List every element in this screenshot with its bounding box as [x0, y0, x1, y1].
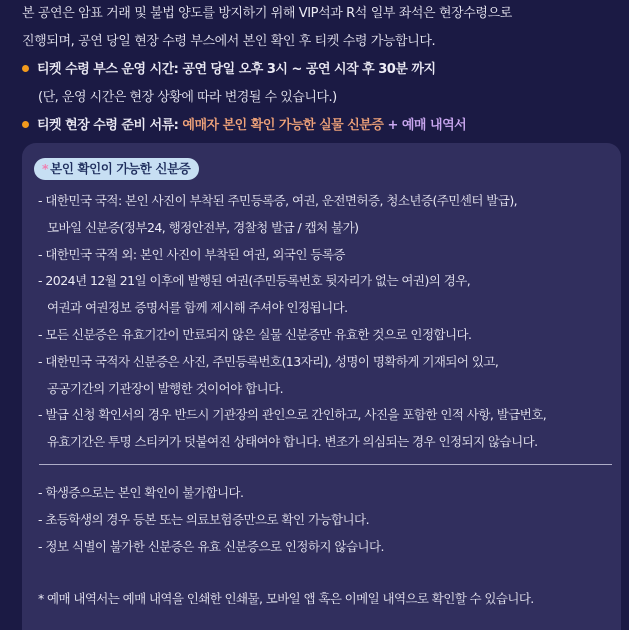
- booth-hours-item: [22, 56, 622, 84]
- id-requirements-panel: [22, 143, 621, 630]
- required-docs-label: 티켓 현장 수령 준비 서류:: [37, 118, 183, 133]
- id-requirements-list: [38, 188, 623, 456]
- id-restrictions-list: [38, 480, 623, 560]
- required-docs-plus: +: [383, 118, 402, 133]
- receipt-footnote: * 예매 내역서는 예매 내역을 인쇄한 인쇄물, 모바일 앱 혹은 이메일 내역으로 확인할 수 있습니다.: [38, 591, 534, 606]
- list-item: - 정보 식별이 불가한 신분증은 유효 신분증으로 인정하지 않습니다.: [38, 538, 384, 554]
- list-item: - 2024년 12월 21일 이후에 발행된 여권(주민등록번호 뒷자리가 없는 여권)의 경우,: [38, 273, 471, 289]
- list-item: 공공기간의 기관장이 발행한 것이어야 합니다.: [47, 380, 284, 396]
- star-icon: *: [42, 161, 49, 176]
- list-item: - 초등학생의 경우 등본 또는 의료보험증만으로 확인 가능합니다.: [38, 511, 369, 527]
- list-item: - 대한민국 국적: 본인 사진이 부착된 주민등록증, 여권, 운전면허증, 청소년증(주민센터 발급),: [38, 193, 518, 208]
- required-docs-item: [22, 112, 622, 140]
- list-item: - 모든 신분증은 유효기간이 만료되지 않은 실물 신분증만 유효한 것으로 인정합니다.: [38, 326, 472, 342]
- list-item: - 발급 신청 확인서의 경우 반드시 기관장의 관인으로 간인하고, 사진을 포함한 인적 사항, 발급번호,: [38, 407, 547, 423]
- intro-text-line-1: 본 공연은 암표 거래 및 불법 양도를 방지하기 위해 VIP석과 R석 일부 좌석은 현장수령으로: [22, 6, 512, 21]
- list-item: 유효기간은 투명 스티커가 덧붙여진 상태여야 합니다. 변조가 의심되는 경우 인정되지 않습니다.: [47, 434, 538, 450]
- booth-hours-text: 티켓 수령 부스 운영 시간: 공연 당일 오후 3시 ~ 공연 시작 후 30분 까지: [37, 62, 436, 77]
- orange-bullet-icon: [22, 121, 29, 128]
- booth-hours-note: (단, 운영 시간은 현장 상황에 따라 변경될 수 있습니다.): [38, 90, 337, 105]
- list-item: 여권과 여권정보 증명서를 함께 제시해 주셔야 인정됩니다.: [47, 300, 348, 316]
- required-docs-receipt: 예매 내역서: [401, 118, 467, 133]
- orange-bullet-icon: [22, 65, 29, 72]
- list-item: - 대한민국 국적자 신분증은 사진, 주민등록번호(13자리), 성명이 명확하게 기재되어 있고,: [38, 353, 499, 369]
- id-section-tag-label: 본인 확인이 가능한 신분증: [50, 161, 191, 176]
- list-item: - 학생증으로는 본인 확인이 불가합니다.: [38, 485, 244, 500]
- intro-text-line-2: 진행되며, 공연 당일 현장 수령 부스에서 본인 확인 후 티켓 수령 가능합니다.: [22, 34, 436, 49]
- required-docs-id: 예매자 본인 확인 가능한 실물 신분증: [182, 118, 384, 133]
- id-section-tag: [34, 158, 199, 180]
- intro-section: [22, 0, 622, 140]
- list-item: 모바일 신분증(정부24, 행정안전부, 경찰청 발급 / 캡처 불가): [47, 219, 359, 235]
- list-item: - 대한민국 국적 외: 본인 사진이 부착된 여권, 외국인 등록증: [38, 246, 345, 262]
- section-divider: [39, 464, 612, 465]
